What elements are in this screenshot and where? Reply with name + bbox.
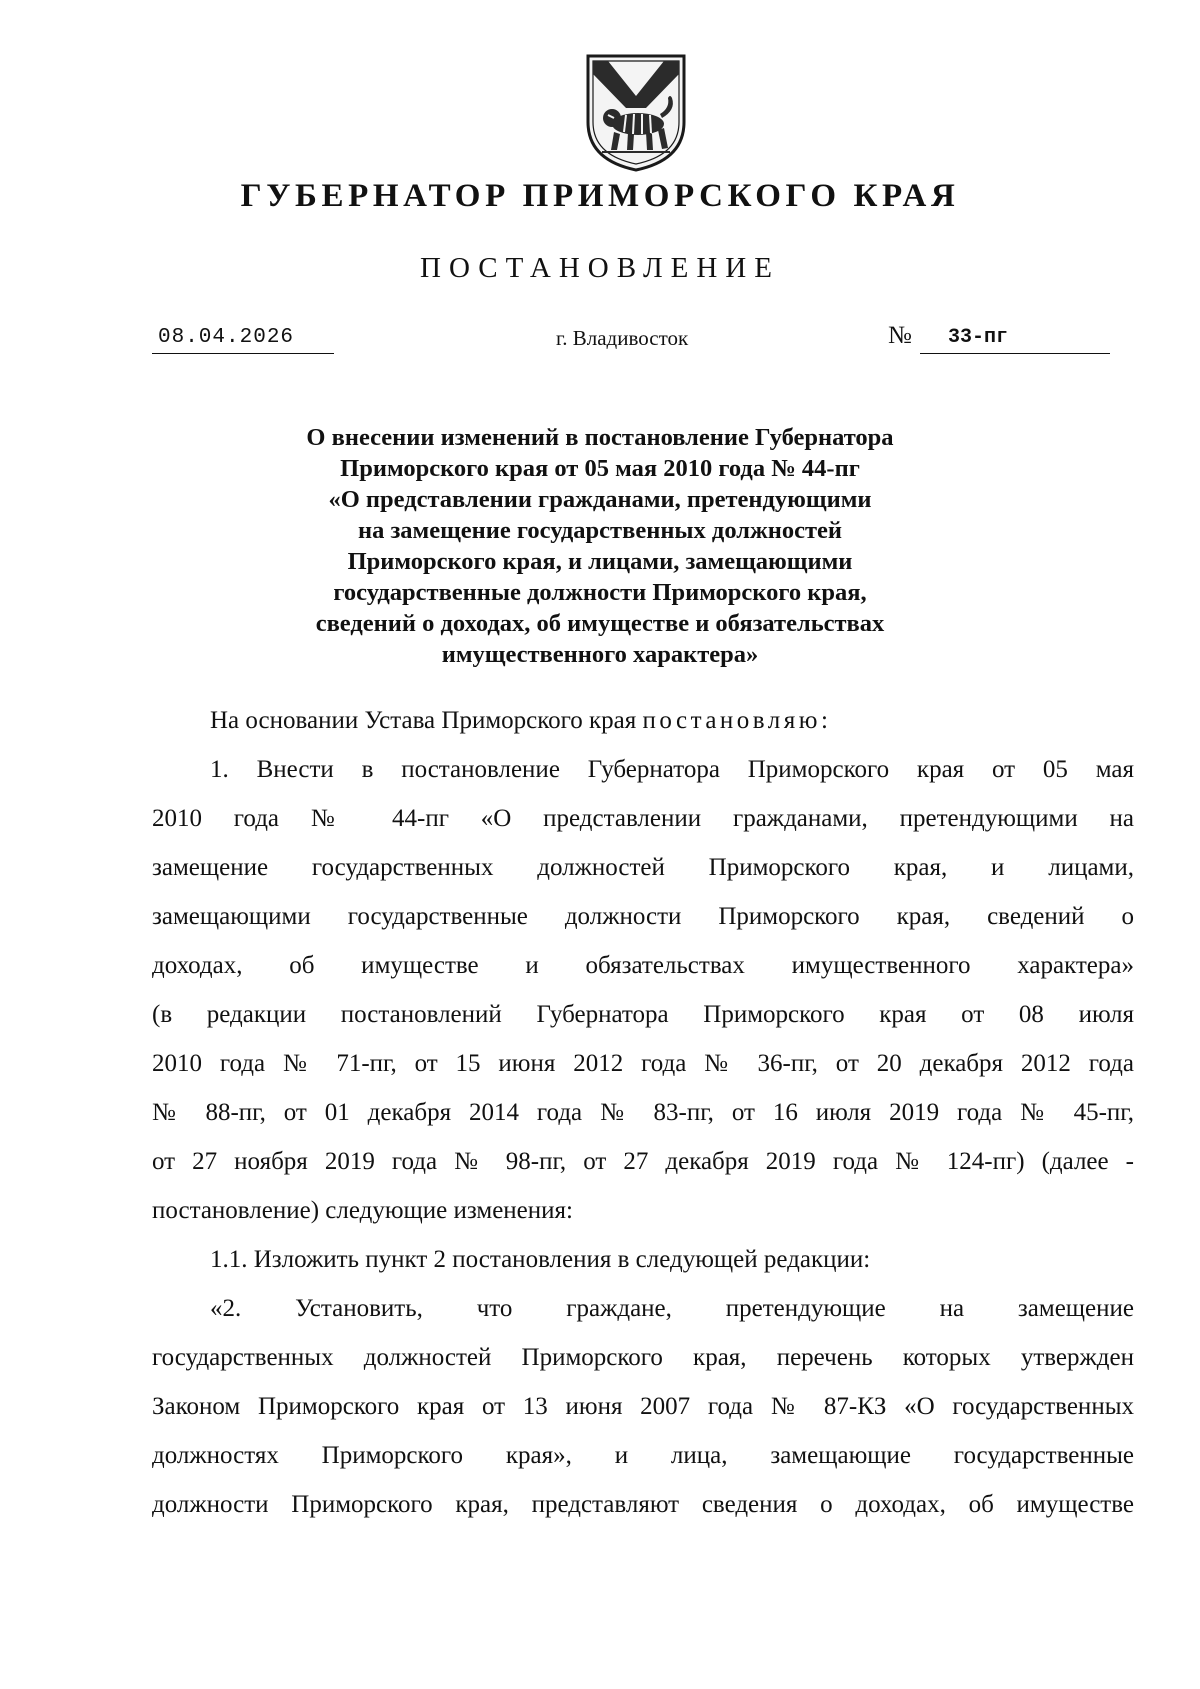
paragraph-line: постановление) следующие изменения:	[152, 1197, 573, 1224]
paragraph-line: 1.1. Изложить пункт 2 постановления в следующей редакции:	[210, 1246, 871, 1273]
paragraph-line: государственных должностей Приморского края, перечень которых утвержден	[152, 1344, 1134, 1371]
item-1-1-paragraph	[152, 1235, 1134, 1284]
paragraph-line: 1. Внести в постановление Губернатора Приморского края от 05 мая	[210, 756, 1134, 783]
coat-of-arms-emblem	[584, 52, 688, 174]
title-line: О внесении изменений в постановление Губернатора	[306, 424, 894, 451]
paragraph-line: № 88-пг, от 01 декабря 2014 года № 83-пг, от 16 июля 2019 года № 45-пг,	[152, 1099, 1134, 1126]
title-line: государственные должности Приморского края,	[333, 579, 867, 606]
title-line: сведений о доходах, об имуществе и обязательствах	[315, 610, 885, 637]
document-number-label: №	[888, 322, 912, 349]
quoted-wording-paragraph	[152, 1284, 1134, 1529]
paragraph-line: доходах, об имуществе и обязательствах имущественного характера»	[152, 952, 1134, 979]
document-city: г. Владивосток	[556, 326, 689, 350]
paragraph-line: 2010 года № 71-пг, от 15 июня 2012 года № 36-пг, от 20 декабря 2012 года	[152, 1050, 1134, 1077]
title-line: «О представлении гражданами, претендующими	[328, 486, 872, 513]
paragraph-line: от 27 ноября 2019 года № 98-пг, от 27 декабря 2019 года № 124-пг) (далее -	[152, 1148, 1134, 1175]
paragraph-line: замещение государственных должностей Приморского края, и лицами,	[152, 854, 1134, 881]
preamble-text: На основании Устава Приморского края	[210, 707, 643, 734]
paragraph-line: (в редакции постановлений Губернатора Приморского края от 08 июля	[152, 1001, 1134, 1028]
document-date: 08.04.2026	[152, 325, 334, 354]
paragraph-line: должностях Приморского края», и лица, замещающие государственные	[152, 1442, 1134, 1469]
preamble-colon: :	[820, 707, 828, 734]
paragraph-line: «2. Установить, что граждане, претендующие на замещение	[210, 1295, 1134, 1322]
document-type-heading: ПОСТАНОВЛЕНИЕ	[420, 252, 780, 284]
title-line: Приморского края, и лицами, замещающими	[347, 548, 853, 575]
title-line: имущественного характера»	[441, 641, 759, 668]
title-line: Приморского края от 05 мая 2010 года № 44-пг	[340, 455, 860, 482]
preamble-paragraph	[152, 696, 1134, 745]
paragraph-line: должности Приморского края, представляют сведения о доходах, об имуществе	[152, 1491, 1134, 1518]
paragraph-line: замещающими государственные должности Приморского края, сведений о	[152, 903, 1134, 930]
issuing-authority-heading: ГУБЕРНАТОР ПРИМОРСКОГО КРАЯ	[240, 178, 960, 214]
preamble-line	[152, 696, 1134, 745]
paragraph-line: 2010 года № 44-пг «О представлении гражданами, претендующими на	[152, 805, 1134, 832]
preamble-spaced-word: постановляю	[642, 707, 821, 734]
document-title	[250, 422, 950, 670]
item-1-paragraph	[152, 745, 1134, 1235]
title-line: на замещение государственных должностей	[357, 517, 843, 544]
document-number: 33-пг	[920, 325, 1110, 354]
paragraph-line: Законом Приморского края от 13 июня 2007 года № 87-КЗ «О государственных	[152, 1393, 1134, 1420]
